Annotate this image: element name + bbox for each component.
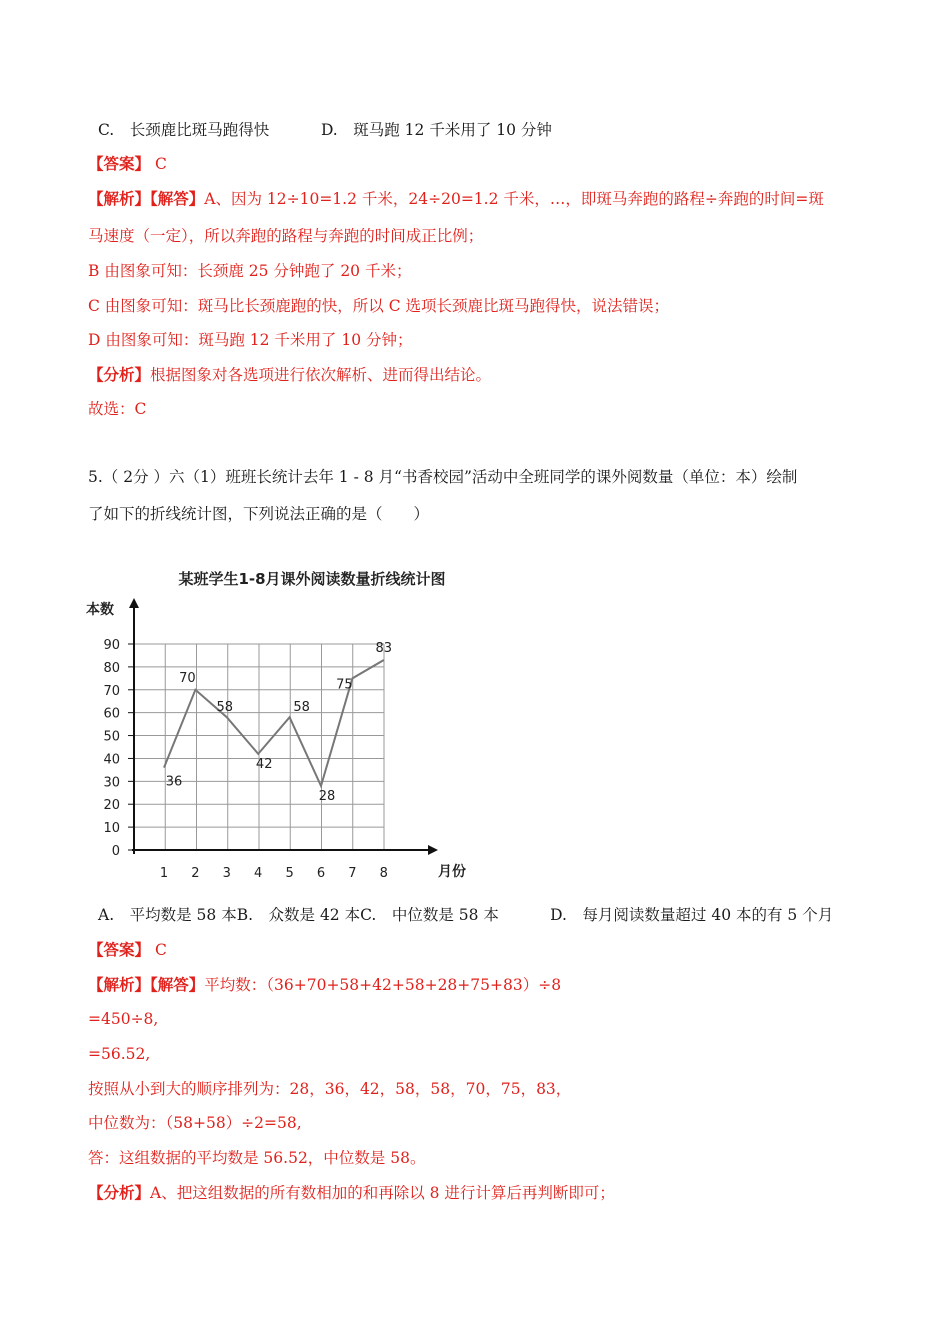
q4-final: 故选：C (88, 400, 147, 418)
q5-analysis-line1 (88, 975, 880, 995)
q4-answer (88, 154, 880, 174)
data-label: 58 (293, 700, 310, 716)
q4-fenxi-tag: 【分析】 (88, 365, 151, 384)
y-tick-label: 80 (103, 660, 120, 676)
prev-option-c: C. 长颈鹿比斑马跑得快 (98, 121, 270, 139)
q5-options-row (88, 905, 880, 925)
y-tick-label: 30 (103, 775, 120, 791)
q5-sorted-line: 按照从小到大的顺序排列为：28，36，42，58，58，70，75，83， (88, 1080, 572, 1098)
x-tick-label: 8 (379, 866, 388, 881)
y-axis-arrow (129, 598, 139, 608)
y-tick-label: 90 (103, 638, 120, 653)
q4-answer-value: C (150, 155, 167, 173)
chart-title: 某班学生1-8月课外阅读数量折线统计图 (178, 570, 446, 588)
y-tick-label: 40 (103, 752, 120, 768)
q4-analysis-tag: 【解析】【解答】 (88, 189, 205, 208)
q5-option-d: D. 每月阅读数量超过 40 本的有 5 个月 (550, 906, 834, 924)
y-tick-label: 70 (103, 683, 120, 699)
q5-option-c: C. 中位数是 58 本 (360, 906, 499, 924)
q5-answer-tag: 【答案】 (88, 940, 151, 959)
chart-ylabel: 本数 (86, 602, 114, 618)
prev-option-d: D. 斑马跑 12 千米用了 10 分钟 (320, 121, 552, 139)
line-chart (84, 558, 484, 888)
y-tick-label: 50 (103, 729, 120, 745)
chart-data-labels (166, 641, 392, 804)
q5-median-line: 中位数为：（58+58）÷2=58, (88, 1114, 302, 1132)
q5-calc-line2: =450÷8, (88, 1010, 159, 1028)
data-label: 42 (255, 756, 273, 772)
q4-analysis-line1 (88, 189, 880, 209)
data-label: 36 (165, 774, 183, 790)
chart-x-ticks (160, 866, 388, 881)
q5-answer-value: C (150, 941, 167, 959)
q4-line-c: C 由图象可知：斑马比长颈鹿跑的快，所以 C 选项长颈鹿比斑马跑得快，说法错误； (88, 297, 670, 315)
q5-fenxi (88, 1183, 880, 1203)
q5-option-b: B. 众数是 42 本 (236, 906, 361, 924)
q5-analysis-text1: 平均数：（36+70+58+42+58+28+75+83）÷8 (204, 976, 562, 994)
x-tick-label: 6 (316, 866, 326, 881)
y-tick-label: 10 (103, 821, 120, 837)
x-axis-arrow (428, 845, 438, 855)
q5-analysis-tag: 【解析】【解答】 (88, 975, 205, 994)
data-label: 58 (216, 700, 234, 716)
x-tick-label: 4 (254, 866, 263, 881)
data-label: 83 (375, 641, 393, 657)
data-label: 75 (336, 677, 353, 693)
prev-options-row (88, 120, 880, 140)
q4-answer-tag: 【答案】 (88, 154, 151, 173)
q5-fenxi-text: A、把这组数据的所有数相加的和再除以 8 进行计算后再判断即可； (150, 1184, 615, 1202)
y-tick-label: 0 (111, 844, 120, 859)
q4-line-b: B 由图象可知：长颈鹿 25 分钟跑了 20 千米； (88, 262, 412, 280)
q4-line-d: D 由图象可知：斑马跑 12 千米用了 10 分钟； (88, 331, 413, 349)
x-tick-label: 3 (222, 866, 231, 881)
q4-fenxi (88, 365, 880, 385)
x-tick-label: 5 (285, 866, 294, 881)
x-tick-label: 7 (348, 866, 357, 881)
q5-calc-line3: =56.52, (88, 1045, 151, 1063)
q5-stem-line2: 了如下的折线统计图，下列说法正确的是（ ） (88, 505, 430, 523)
y-tick-label: 60 (103, 706, 120, 722)
chart-y-ticks (103, 638, 134, 859)
q4-analysis-text1: A、因为 12÷10=1.2 千米，24÷20=1.2 千米，…，即斑马奔跑的路程÷奔跑的时间=斑 (204, 190, 824, 208)
chart-xlabel: 月份 (438, 864, 466, 880)
q5-option-a: A. 平均数是 58 本 (98, 906, 237, 924)
x-tick-label: 1 (159, 866, 169, 881)
x-tick-label: 2 (191, 866, 200, 881)
q5-fenxi-tag: 【分析】 (88, 1183, 151, 1202)
q5-answer (88, 940, 880, 960)
q5-reply-line: 答：这组数据的平均数是 56.52，中位数是 58。 (88, 1149, 426, 1167)
data-label: 28 (318, 788, 336, 804)
q4-analysis-line2: 马速度（一定），所以奔跑的路程与奔跑的时间成正比例； (88, 227, 484, 245)
q4-fenxi-text: 根据图象对各选项进行依次解析、进而得出结论。 (150, 366, 492, 384)
chart-axes (129, 598, 438, 855)
q5-stem-line1: 5.（ 2分 ）六（1）班班长统计去年 1 - 8 月“书香校园”活动中全班同学的课外阅数量（单位：本）绘制 (88, 468, 798, 486)
data-label: 70 (179, 670, 196, 686)
y-tick-label: 20 (103, 798, 120, 814)
